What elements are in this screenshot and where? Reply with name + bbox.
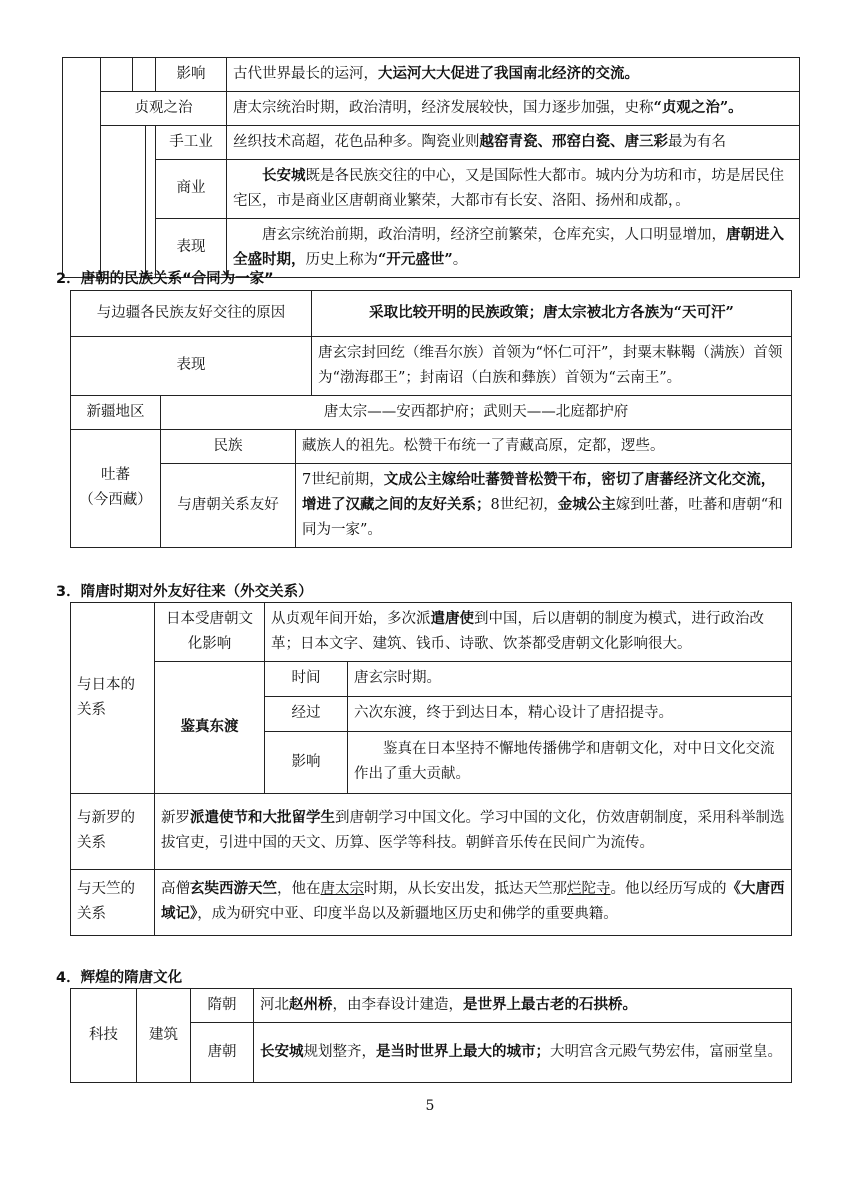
time-text: 唐玄宗时期。 bbox=[348, 661, 792, 696]
xinjiang-text: 唐太宗——安西都护府；武则天——北庭都护府 bbox=[161, 395, 792, 429]
blank-cell bbox=[63, 58, 101, 278]
tang-text: 长安城规划整齐，是当时世界上最大的城市；大明宫含元殿气势宏伟，富丽堂皇。 bbox=[254, 1022, 792, 1082]
blank-cell bbox=[133, 58, 156, 92]
canal-influence-text: 古代世界最长的运河，大运河大大促进了我国南北经济的交流。 bbox=[227, 58, 800, 92]
friendly-relations-text: 7世纪前期，文成公主嫁给吐蕃赞普松赞干布，密切了唐蕃经济文化交流，增进了汉藏之间的友好关系；8世纪初，金城公主嫁到吐蕃，吐蕃和唐朝“和同为一家”。 bbox=[296, 463, 792, 547]
handicraft-text: 丝织技术高超，花色品种多。陶瓷业则越窑青瓷、邢窑白瓷、唐三彩最为有名 bbox=[227, 125, 800, 159]
ethnic-text: 藏族人的祖先。松赞干布统一了青藏高原，定都，逻些。 bbox=[296, 429, 792, 463]
economy-table bbox=[62, 57, 800, 278]
culture-table bbox=[70, 988, 792, 1083]
row-label-zhenguan: 贞观之治 bbox=[101, 91, 227, 125]
jianzhen-label: 鉴真东渡 bbox=[155, 661, 265, 793]
sui-label: 隋朝 bbox=[191, 989, 254, 1023]
process-label: 经过 bbox=[265, 696, 348, 731]
sui-text: 河北赵州桥，由李春设计建造，是世界上最古老的石拱桥。 bbox=[254, 989, 792, 1023]
kaiyuan-text: 唐玄宗统治前期，政治清明，经济空前繁荣，仓库充实，人口明显增加，唐朝进入全盛时期，历史上称为“开元盛世”。 bbox=[227, 218, 800, 277]
tang-label: 唐朝 bbox=[191, 1022, 254, 1082]
japan-culture-label: 日本受唐朝文化影响 bbox=[155, 603, 265, 662]
row-label-influence: 影响 bbox=[156, 58, 227, 92]
tianzhu-relation-label: 与天竺的关系 bbox=[71, 869, 155, 935]
blank-cell bbox=[101, 125, 146, 277]
architecture-label: 建筑 bbox=[137, 989, 191, 1083]
process-text: 六次东渡，终于到达日本，精心设计了唐招提寺。 bbox=[348, 696, 792, 731]
ethnic-label: 民族 bbox=[161, 429, 296, 463]
influence-text: 鉴真在日本坚持不懈地传播佛学和唐朝文化，对中日文化交流作出了重大贡献。 bbox=[348, 731, 792, 793]
silla-relation-text: 新罗派遣使节和大批留学生到唐朝学习中国文化。学习中国的文化，仿效唐朝制度，采用科举制选拔官吏，引进中国的天文、历算、医学等科技。朝鲜音乐传在民间广为流传。 bbox=[155, 793, 792, 869]
row-label-performance: 表现 bbox=[156, 218, 227, 277]
reason-text: 采取比较开明的民族政策；唐太宗被北方各族为“天可汗” bbox=[312, 291, 792, 337]
row-label-handicraft: 手工业 bbox=[156, 125, 227, 159]
influence-label: 影响 bbox=[265, 731, 348, 793]
japan-culture-text: 从贞观年间开始，多次派遣唐使到中国，后以唐朝的制度为模式，进行政治改革；日本文字、建筑、钱币、诗歌、饮茶都受唐朝文化影响很大。 bbox=[265, 603, 792, 662]
friendly-relations-label: 与唐朝关系友好 bbox=[161, 463, 296, 547]
section-3-heading: 3．隋唐时期对外友好往来（外交关系） bbox=[56, 584, 313, 600]
blank-cell bbox=[146, 125, 156, 277]
row-label-commerce: 商业 bbox=[156, 159, 227, 218]
section-4-heading: 4．辉煌的隋唐文化 bbox=[56, 970, 183, 986]
performance-label: 表现 bbox=[71, 337, 312, 396]
performance-text: 唐玄宗封回纥（维吾尔族）首领为“怀仁可汗”，封粟末靺鞨（满族）首领为“渤海郡王”；封南诏（白族和彝族）首领为“云南王”。 bbox=[312, 337, 792, 396]
technology-label: 科技 bbox=[71, 989, 137, 1083]
silla-relation-label: 与新罗的关系 bbox=[71, 793, 155, 869]
xinjiang-label: 新疆地区 bbox=[71, 395, 161, 429]
section-2-heading: 2．唐朝的民族关系“合同为一家” bbox=[56, 271, 274, 287]
time-label: 时间 bbox=[265, 661, 348, 696]
ethnic-relations-table bbox=[70, 290, 792, 548]
page-number: 5 bbox=[425, 1098, 435, 1114]
reason-label: 与边疆各民族友好交往的原因 bbox=[71, 291, 312, 337]
tubo-label: 吐蕃 （今西藏） bbox=[71, 429, 161, 547]
blank-cell bbox=[101, 58, 133, 92]
zhenguan-text: 唐太宗统治时期，政治清明，经济发展较快，国力逐步加强，史称“贞观之治”。 bbox=[227, 91, 800, 125]
tianzhu-relation-text: 高僧玄奘西游天竺，他在唐太宗时期，从长安出发，抵达天竺那烂陀寺。他以经历写成的《大唐西域记》，成为研究中亚、印度半岛以及新疆地区历史和佛学的重要典籍。 bbox=[155, 869, 792, 935]
japan-relation-label: 与日本的关系 bbox=[71, 603, 155, 794]
commerce-text: 长安城既是各民族交往的中心，又是国际性大都市。城内分为坊和市，坊是居民住宅区，市是商业区唐朝商业繁荣，大都市有长安、洛阳、扬州和成都，。 bbox=[227, 159, 800, 218]
foreign-relations-table bbox=[70, 602, 792, 936]
